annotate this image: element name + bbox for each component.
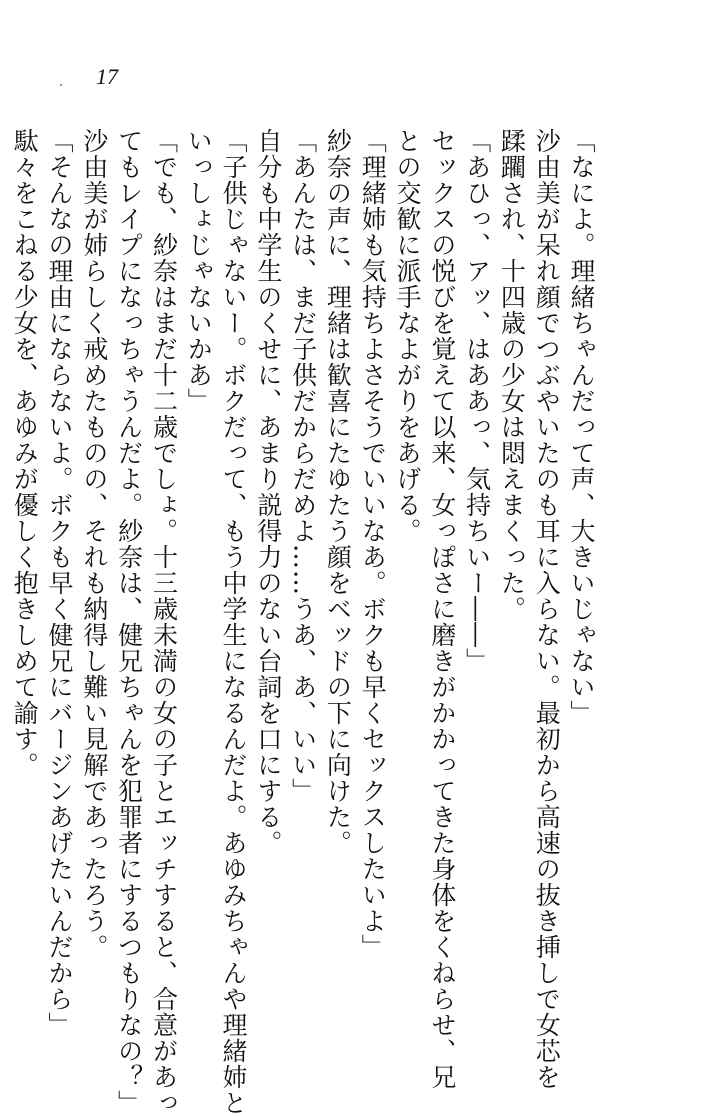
text-line: 蹂躙され、十四歳の少女は悶えまくった。 xyxy=(497,128,527,622)
text-line: セックスの悦びを覚えて以来、女っぽさに磨きがかかってきた身体をくねらせ、兄 xyxy=(427,128,457,1090)
text-line: 自分も中学生のくせに、あまり説得力のない台詞を口にする。 xyxy=(253,128,283,856)
page-mark xyxy=(60,84,62,86)
text-line: との交歓に派手なよがりをあげる。 xyxy=(393,128,423,544)
text-line: てもレイプになっちゃうんだよ。紗奈は、健兄ちゃんを犯罪者にするつもりなの？」 xyxy=(114,128,144,1116)
text-line: 駄々をこねる少女を、あゆみが優しく抱きしめて諭す。 xyxy=(10,128,40,778)
text-line: 「でも、紗奈はまだ十二歳でしょ。十三歳未満の女の子とエッチすると、合意があっ xyxy=(149,128,179,1116)
text-line: 紗奈の声に、理緒は歓喜にたゆたう顔をベッドの下に向けた。 xyxy=(323,128,353,856)
text-line: 「理緒姉も気持ちよさそうでいいなあ。ボクも早くセックスしたいよ」 xyxy=(358,128,388,960)
text-line: 「なによ。理緒ちゃんだって声、大きいじゃない」 xyxy=(567,128,596,726)
vertical-text-body xyxy=(10,128,598,1116)
text-line: 「子供じゃないー。ボクだって、もう中学生になるんだよ。あゆみちゃんや理緒姉と xyxy=(219,128,249,1116)
text-line: 沙由美が姉らしく戒めたものの、それも納得し難い見解であったろう。 xyxy=(79,128,109,960)
page-number: 17 xyxy=(96,64,118,89)
text-line: 沙由美が呆れ顔でつぶやいたのも耳に入らない。最初から高速の抜き挿しで女芯を xyxy=(532,128,562,1090)
text-line: いっしょじゃないかあ」 xyxy=(184,128,214,414)
text-line: 「そんなの理由にならないよ。ボクも早く健兄にバージンあげたいんだから」 xyxy=(45,128,75,1038)
text-line: 「あんたは、まだ子供だからだめよ……うあ、あ、いい」 xyxy=(288,128,318,804)
text-line: 「あひっ、アッ、はああっ、気持ちいー――」 xyxy=(462,128,492,674)
